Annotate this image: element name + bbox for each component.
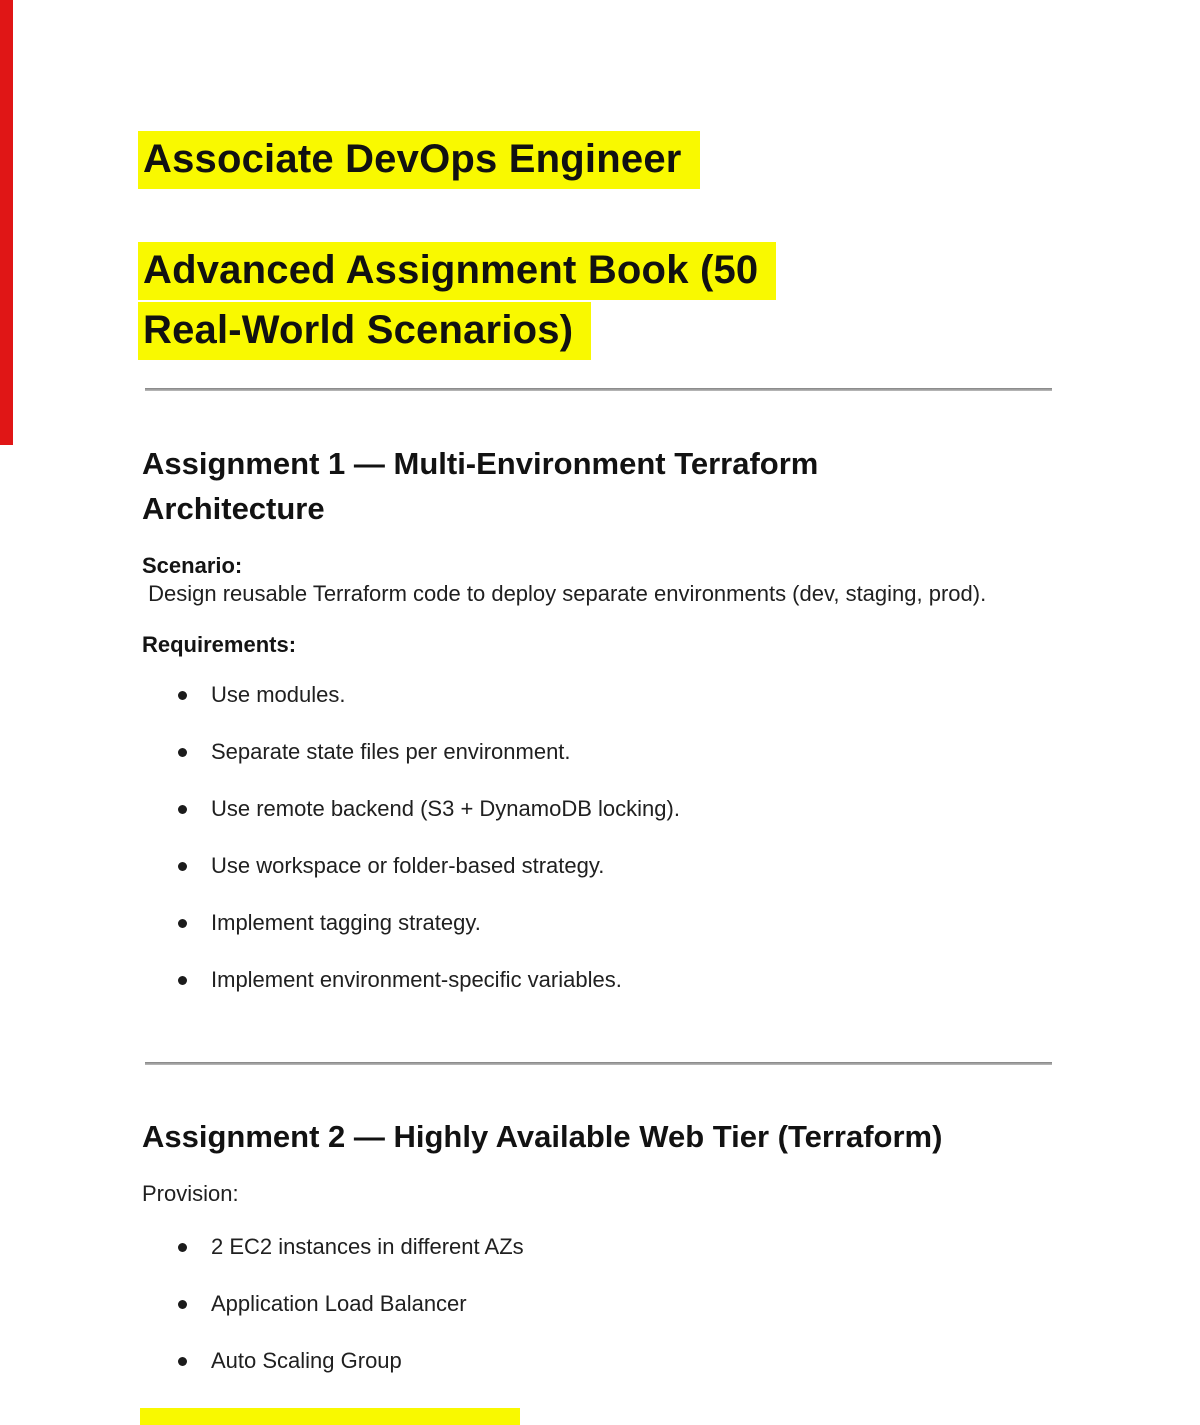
assignment-1-heading [142,441,1072,531]
list-item-text: Application Load Balancer [211,1291,467,1316]
section-divider [145,388,1052,391]
heading-text: Assignment 1 — Multi-Environment Terraform [142,446,819,481]
list-item-text: Implement environment-specific variables. [211,967,622,992]
document-title-line-2 [138,242,776,300]
scenario-label: Scenario: [142,553,243,578]
provision-label: Provision: [142,1181,239,1206]
scenario-text: Design reusable Terraform code to deploy separate environments (dev, staging, prod). [142,581,987,606]
list-item-text: Use modules. [211,682,346,707]
assignment-2-heading [142,1114,1072,1159]
list-item [142,853,1042,879]
list-item-text: 2 EC2 instances in different AZs [211,1234,524,1259]
list-item-text: Use workspace or folder-based strategy. [211,853,605,878]
list-item [142,1234,1042,1260]
list-item-text: Auto Scaling Group [211,1348,402,1373]
highlighted-title-text: Associate DevOps Engineer [138,131,700,189]
list-item [142,1348,1042,1374]
heading-text: Assignment 2 — Highly Available Web Tier (Terraform) [142,1119,943,1154]
list-item-text: Use remote backend (S3 + DynamoDB locking). [211,796,680,821]
red-edge-bar [0,0,13,445]
requirements-list [142,682,1042,1024]
list-item-text: Separate state files per environment. [211,739,571,764]
requirements-label: Requirements: [142,632,297,657]
list-item [142,739,1042,765]
list-item [142,796,1042,822]
list-item [142,967,1042,993]
list-item [142,910,1042,936]
section-divider [145,1062,1052,1065]
document-title-line-1 [138,131,700,189]
highlighted-title-text: Real-World Scenarios) [138,302,591,360]
document-title-line-3 [138,302,591,360]
heading-text: Architecture [142,491,325,526]
list-item [142,682,1042,708]
list-item [142,1291,1042,1317]
list-item-text: Implement tagging strategy. [211,910,481,935]
partial-highlight-next-heading [140,1408,520,1425]
provision-list [142,1234,1042,1405]
highlighted-title-text: Advanced Assignment Book (50 [138,242,776,300]
